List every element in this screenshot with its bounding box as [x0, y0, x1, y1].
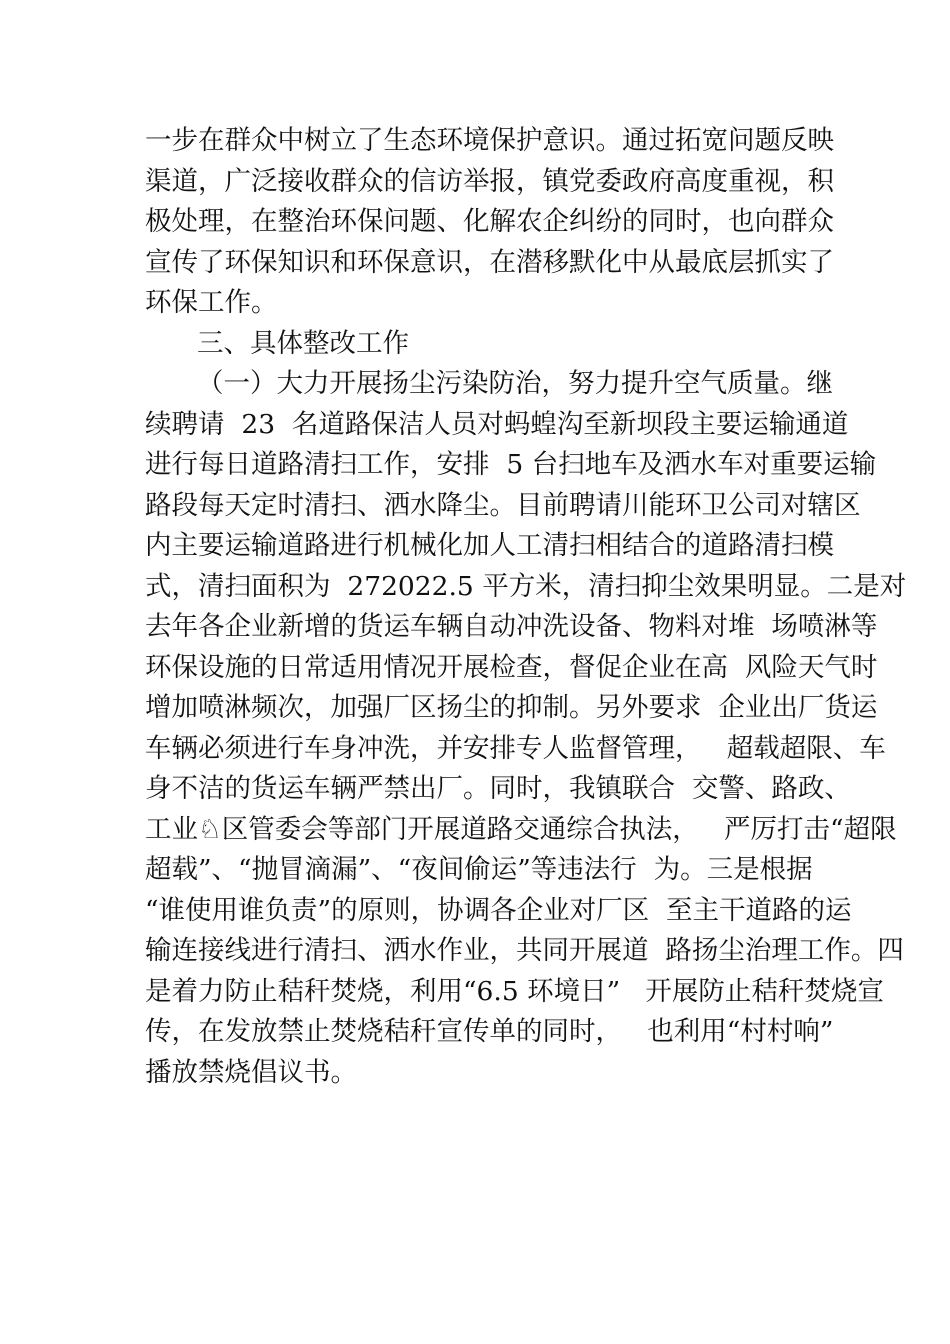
- paragraph-line: 内主要运输道路进行机械化加人工清扫相结合的道路清扫模: [145, 530, 834, 561]
- paragraph-line: 超载”、“抛冒滴漏”、“夜间偷运”等违法行 为。三是根据: [145, 854, 813, 885]
- paragraph-line: 式，清扫面积为 272022.5 平方米，清扫抑尘效果明显。二是对: [145, 570, 907, 602]
- section-heading: 三、具体整改工作: [197, 327, 409, 359]
- paragraph-line: 传，在发放禁止焚烧秸秆宣传单的同时， 也利用“村村响”: [145, 1016, 834, 1047]
- paragraph-line: 是着力防止秸秆焚烧，利用“6.5 环境日” 开展防止秸秆焚烧宣: [145, 975, 884, 1007]
- paragraph-line: 工业♘区管委会等部门开展道路交通综合执法， 严厉打击“超限: [145, 813, 897, 845]
- paragraph-line: 宣传了环保知识和环保意识，在潜移默化中从最底层抓实了: [145, 246, 834, 278]
- paragraph-line: 增加喷淋频次，加强厂区扬尘的抑制。另外要求 企业出厂货运: [145, 692, 878, 723]
- paragraph-line: 播放禁烧倡议书。: [145, 1056, 357, 1088]
- paragraph-line: 输连接线进行清扫、洒水作业，共同开展道 路扬尘治理工作。四: [145, 935, 904, 966]
- paragraph-line: “谁使用谁负责”的原则，协调各企业对厂区 至主干道路的运: [145, 894, 852, 926]
- paragraph-line: 续聘请 23 名道路保洁人员对蚂蝗沟至新坝段主要运输通道: [145, 408, 849, 440]
- paragraph-line: 渠道，广泛接收群众的信访举报，镇党委政府高度重视，积: [145, 165, 834, 197]
- document-body: [145, 121, 907, 1093]
- paragraph-line: 去年各企业新增的货运车辆自动冲洗设备、物料对堆 场喷淋等: [145, 611, 878, 642]
- paragraph-line: 一步在群众中树立了生态环境保护意识。通过拓宽问题反映: [145, 125, 834, 156]
- paragraph-line: 车辆必须进行车身冲洗，并安排专人监督管理， 超载超限、车: [145, 732, 886, 764]
- subsection-first-line: （一）大力开展扬尘污染防治，努力提升空气质量。继: [197, 368, 833, 399]
- paragraph-line: 进行每日道路清扫工作，安排 5 台扫地车及洒水车对重要运输: [145, 449, 877, 480]
- paragraph-line: 环保工作。: [145, 287, 278, 318]
- paragraph-line: 路段每天定时清扫、洒水降尘。目前聘请川能环卫公司对辖区: [145, 489, 861, 521]
- paragraph-line: 环保设施的日常适用情况开展检查，督促企业在高 风险天气时: [145, 651, 878, 683]
- paragraph-line: 身不洁的货运车辆严禁出厂。同时，我镇联合 交警、路政、: [145, 773, 851, 804]
- paragraph-line: 极处理，在整治环保问题、化解农企纠纷的同时，也向群众: [145, 206, 834, 237]
